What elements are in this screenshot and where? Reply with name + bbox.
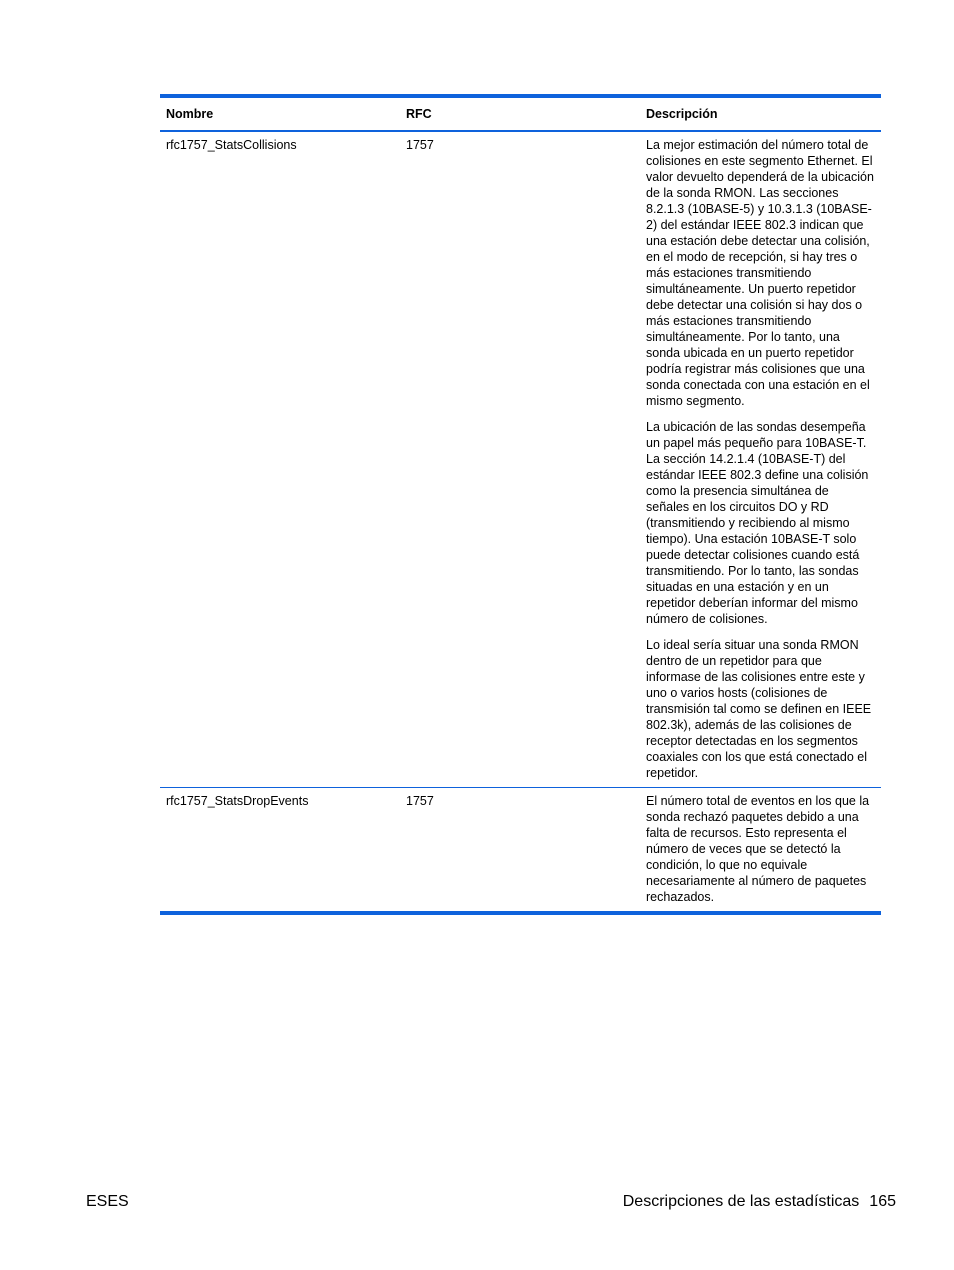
column-header-rfc: RFC	[400, 96, 640, 131]
footer-locale-code: ESES	[86, 1193, 129, 1210]
description-paragraph: La ubicación de las sondas desempeña un papel más pequeño para 10BASE-T. La sección 14.2.1.4 (10BASE-T) del estándar IEEE 802.3 define una colisión como la presencia simultánea de señales en los circuitos DO y RD (transmitiendo y recibiendo al mismo tiempo). Una estación 10BASE-T solo puede detectar colisiones cuando está transmitiendo. Por lo tanto, las sondas situadas en una estación y en un repetidor deberían informar del mismo número de colisiones.	[646, 420, 869, 626]
footer-section-title: Descripciones de las estadísticas	[622, 1193, 860, 1210]
column-header-description: Descripción	[640, 96, 881, 131]
table-row	[160, 788, 881, 914]
statistics-table	[160, 94, 881, 915]
column-header-name: Nombre	[160, 96, 400, 131]
cell-name: rfc1757_StatsCollisions	[160, 131, 400, 788]
cell-name: rfc1757_StatsDropEvents	[166, 794, 309, 808]
cell-description	[640, 131, 881, 788]
table-header-row	[160, 96, 881, 131]
cell-description	[640, 788, 881, 914]
description-paragraph: Lo ideal sería situar una sonda RMON dentro de un repetidor para que informase de las colisiones entre este y uno o varios hosts (colisiones de transmisión tal como se definen en IEEE 802.3k), además de las colisiones de receptor detectadas en los segmentos coaxiales con los que está conectado el repetidor.	[646, 638, 872, 780]
table-row	[160, 131, 881, 788]
description-paragraph: El número total de eventos en los que la sonda rechazó paquetes debido a una falta de recursos. Esto representa el número de veces que se detectó la condición, lo que no equivale necesariamente al número de paquetes rechazados.	[646, 794, 870, 904]
cell-rfc: 1757	[400, 131, 640, 788]
cell-rfc: 1757	[406, 794, 434, 808]
footer-section	[623, 1192, 896, 1212]
description-paragraph: La mejor estimación del número total de colisiones en este segmento Ethernet. El valor devuelto dependerá de la ubicación de la sonda RMON. Las secciones 8.2.1.3 (10BASE-5) y 10.3.1.3 (10BASE-2) del estándar IEEE 802.3 indican que una estación debe detectar una colisión, en el modo de recepción, si hay tres o más estaciones transmitiendo simultáneamente. Un puerto repetidor debe detectar una colisión si hay dos o más estaciones transmitiendo simultáneamente. Por lo tanto, una sonda ubicada en un puerto repetidor podría registrar más colisiones que una sonda conectada con una estación en el mismo segmento.	[646, 138, 874, 408]
page-number: 165	[869, 1193, 896, 1210]
